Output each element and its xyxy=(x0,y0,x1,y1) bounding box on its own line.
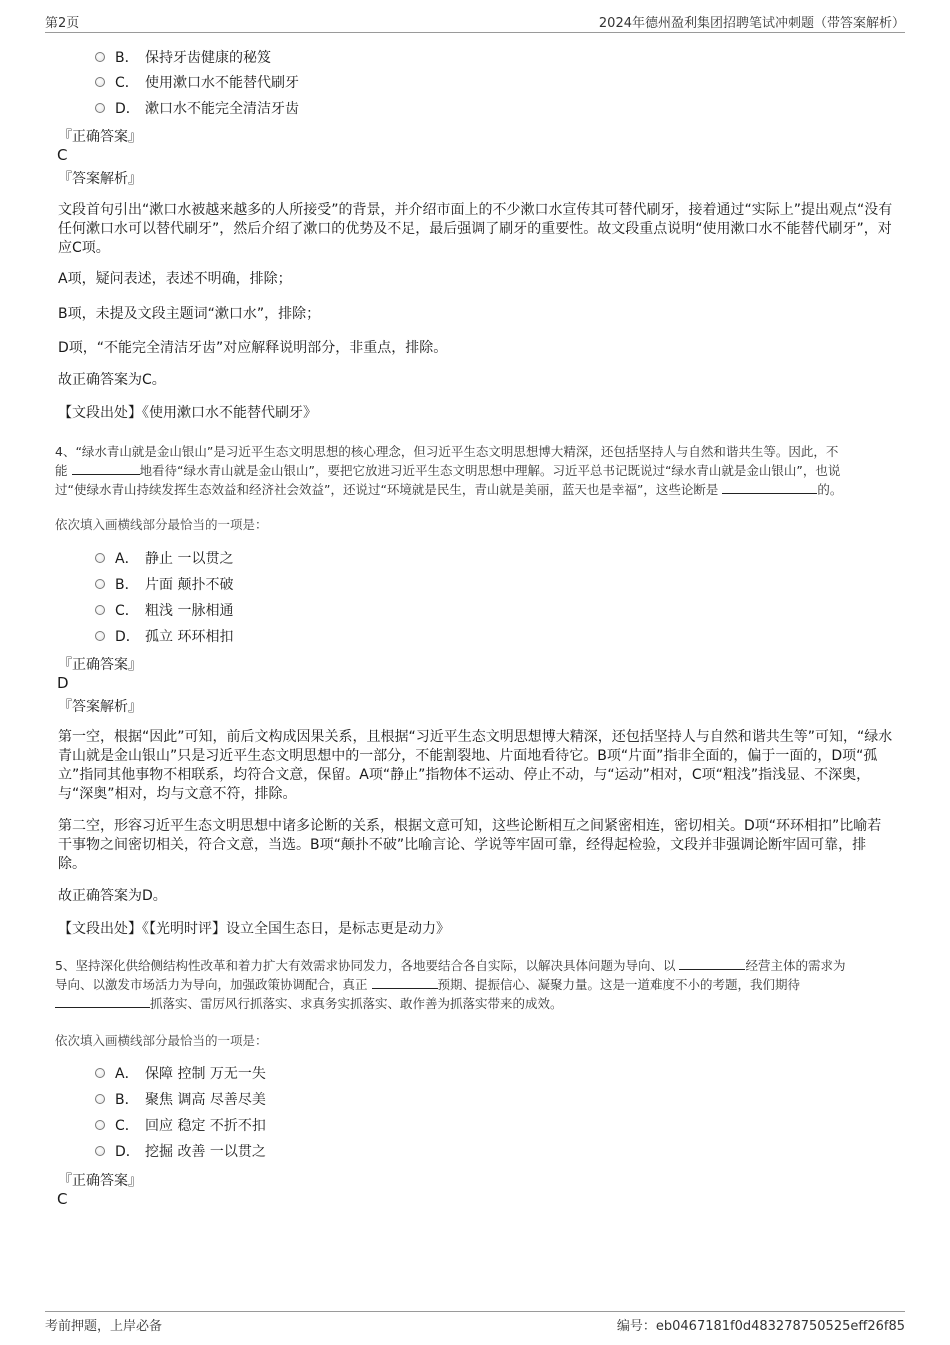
q5-instruction: 依次填入画横线部分最恰当的一项是： xyxy=(55,1033,268,1048)
q4-analysis-second: 第二空，形容习近平生态文明思想中诸多论断的关系，根据文意可知，这些论断相互之间紧密相连，密切相关。D项“环环相扣”比喻若干事物之间密切相关，符合文意，当选。B项“颠扑不破”比喻言论、学说等牢固可靠，经得起检验，文段并非强调论断牢固可靠，排除。 xyxy=(58,818,882,872)
q5-answer-label: 『正确答案』 xyxy=(58,1173,142,1189)
q3-analysis-d: D项，“不能完全清洁牙齿”对应解释说明部分，非重点，排除。 xyxy=(58,340,448,356)
radio-icon[interactable] xyxy=(95,1094,105,1104)
q5-option-a[interactable]: A． 保障 控制 万无一失 xyxy=(95,1064,266,1084)
q3-answer: C xyxy=(57,146,68,164)
page-header xyxy=(45,10,905,33)
document-title: 2024年德州盈利集团招聘笔试冲刺题（带答案解析） xyxy=(598,16,905,31)
q4-option-b[interactable]: B． 片面 颠扑不破 xyxy=(95,575,233,595)
radio-icon[interactable] xyxy=(95,52,105,62)
q4-analysis-label: 『答案解析』 xyxy=(58,699,142,715)
radio-icon[interactable] xyxy=(95,1068,105,1078)
q3-option-d[interactable]: D． 漱口水不能完全清洁牙齿 xyxy=(95,99,299,119)
q4-option-c[interactable]: C． 粗浅 一脉相通 xyxy=(95,601,233,621)
q3-answer-label: 『正确答案』 xyxy=(58,129,142,145)
q4-source: 【文段出处】《【光明时评】设立全国生态日，是标志更是动力》 xyxy=(58,921,450,937)
blank-line xyxy=(722,480,817,494)
radio-icon[interactable] xyxy=(95,605,105,615)
radio-icon[interactable] xyxy=(95,579,105,589)
footer-slogan: 考前押题，上岸必备 xyxy=(45,1319,163,1334)
q4-answer: D xyxy=(57,674,69,692)
q3-analysis-b: B项，未提及文段主题词“漱口水”，排除； xyxy=(58,306,321,322)
q4-stem: 4、“绿水青山就是金山银山”是习近平生态文明思想的核心理念，但习近平生态文明思想博大精深，还包括坚持人与自然和谐共生等。因此，不 能 地看待“绿水青山就是金山银山”，要把它放进习近平生态文明思想中理解。习近平总书记既说过“绿水青山就是金山银山”，也说 过“使绿水青山持续发挥生态效益和经济社会效益”，还说过“环境就是民生，青山就是美丽，蓝天也是幸福”，这些论断是 的。 xyxy=(55,444,843,497)
q4-option-d[interactable]: D． 孤立 环环相扣 xyxy=(95,627,233,647)
q5-option-d[interactable]: D． 挖掘 改善 一以贯之 xyxy=(95,1142,266,1162)
q4-option-a[interactable]: A． 静止 一以贯之 xyxy=(95,549,233,569)
document-code: 编号：eb0467181f0d483278750525eff26f85 xyxy=(616,1319,905,1334)
q5-stem: 5、坚持深化供给侧结构性改革和着力扩大有效需求协同发力，各地要结合各自实际，以解决具体问题为导向、以 经营主体的需求为 导向、以激发市场活力为导向，加强政策协调配合，真正 预期、提振信心、凝聚力量。这是一道难度不小的考题，我们期待 抓落实、雷厉风行抓落实、求真务实抓落实、敢作善为抓落实带来的成效。 xyxy=(55,958,846,1011)
q5-option-b[interactable]: B． 聚焦 调高 尽善尽美 xyxy=(95,1090,266,1110)
q4-conclusion: 故正确答案为D。 xyxy=(58,888,167,904)
radio-icon[interactable] xyxy=(95,631,105,641)
q5-answer: C xyxy=(57,1190,68,1208)
blank-line xyxy=(72,461,140,475)
radio-icon[interactable] xyxy=(95,1146,105,1156)
radio-icon[interactable] xyxy=(95,103,105,113)
blank-line xyxy=(55,994,150,1008)
q3-option-c[interactable]: C． 使用漱口水不能替代刷牙 xyxy=(95,73,299,93)
q3-analysis-label: 『答案解析』 xyxy=(58,171,142,187)
radio-icon[interactable] xyxy=(95,1120,105,1130)
q3-source: 【文段出处】《使用漱口水不能替代刷牙》 xyxy=(58,405,317,421)
q4-answer-label: 『正确答案』 xyxy=(58,657,142,673)
blank-line xyxy=(372,975,438,989)
q3-analysis-a: A项，疑问表述，表述不明确，排除； xyxy=(58,271,292,287)
q3-conclusion: 故正确答案为C。 xyxy=(58,372,166,388)
radio-icon[interactable] xyxy=(95,553,105,563)
q3-analysis-main: 文段首句引出“漱口水被越来越多的人所接受”的背景，并介绍市面上的不少漱口水宣传其可替代刷牙，接着通过“实际上”提出观点“没有任何漱口水可以替代刷牙”，然后介绍了漱口的优势及不足，最后强调了刷牙的重要性。故文段重点说明“使用漱口水不能替代刷牙”，对应C项。 xyxy=(58,202,893,256)
blank-line xyxy=(679,956,745,970)
page-number: 第2页 xyxy=(45,16,80,31)
radio-icon[interactable] xyxy=(95,77,105,87)
q3-option-b[interactable]: B． 保持牙齿健康的秘笈 xyxy=(95,48,271,68)
page-footer xyxy=(45,1311,905,1336)
q4-instruction: 依次填入画横线部分最恰当的一项是： xyxy=(55,517,268,532)
q4-analysis-first: 第一空，根据“因此”可知，前后文构成因果关系，且根据“习近平生态文明思想博大精深，还包括坚持人与自然和谐共生等”可知，“绿水青山就是金山银山”只是习近平生态文明思想中的一部分，不能割裂地、片面地看待它。B项“片面”指非全面的，偏于一面的，D项“孤立”指同其他事物不相联系，均符合文意，保留。A项“静止”指物体不运动、停止不动，与“运动”相对，C项“粗浅”指浅显、不深奥，与“深奥”相对，均与文意不符，排除。 xyxy=(58,729,893,802)
q5-option-c[interactable]: C． 回应 稳定 不折不扣 xyxy=(95,1116,266,1136)
